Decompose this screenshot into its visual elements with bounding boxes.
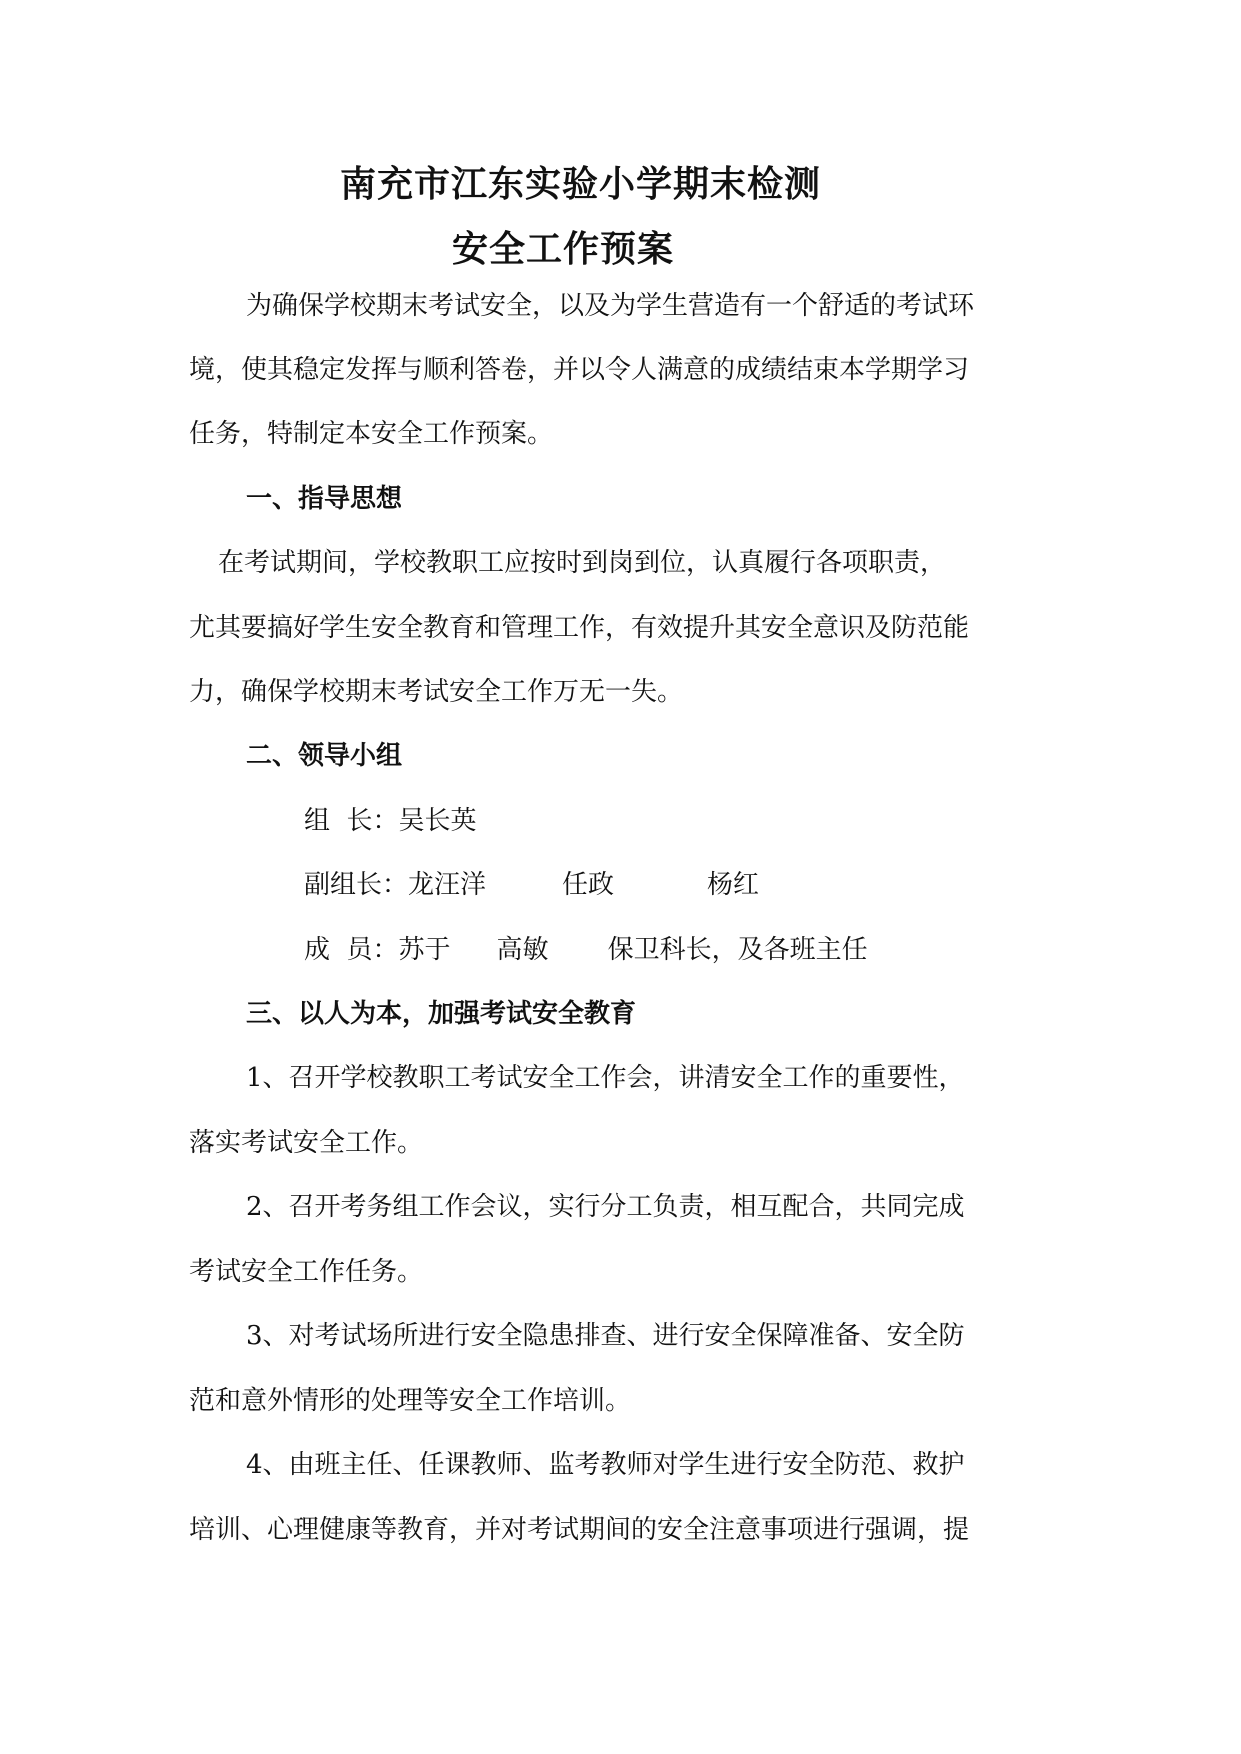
intro-line-2: 境，使其稳定发挥与顺利答卷，并以令人满意的成绩结束本学期学习 [189,355,970,385]
deputy-name-3: 杨红 [707,870,760,900]
deputy-row [304,853,1164,918]
item-4-line-1: 4、由班主任、任课教师、监考教师对学生进行安全防范、救护 [246,1450,965,1480]
deputy-label: 副组长： [304,870,409,900]
leader-label: 组 长： [304,806,399,836]
leader-name: 吴长英 [398,806,477,836]
document-title-line-2: 安全工作预案 [452,228,675,270]
leader-row [304,789,1164,854]
member-name-2: 高敏 [496,935,549,965]
deputy-name-2: 任政 [562,870,615,900]
section-1-line-3: 力，确保学校期末考试安全工作万无一失。 [189,677,684,707]
item-2-line-1: 2、召开考务组工作会议，实行分工负责，相互配合，共同完成 [246,1192,965,1222]
item-1-line-2: 落实考试安全工作。 [189,1128,424,1158]
section-2-heading: 二、领导小组 [246,741,403,771]
members-row [304,918,1164,983]
members-label: 成 员： [304,935,399,965]
intro-line-3: 任务，特制定本安全工作预案。 [189,419,554,449]
document-title-line-1: 南充市江东实验小学期末检测 [340,163,822,205]
section-3-heading: 三、以人为本，加强考试安全教育 [246,999,637,1029]
item-4-line-2: 培训、心理健康等教育，并对考试期间的安全注意事项进行强调，提 [189,1515,970,1545]
deputy-name-1: 龙汪洋 [408,870,487,900]
member-name-3: 保卫科长，及各班主任 [607,935,868,965]
section-1-heading: 一、指导思想 [246,484,403,514]
item-2-line-2: 考试安全工作任务。 [189,1257,424,1287]
item-1-line-1: 1、召开学校教职工考试安全工作会，讲清安全工作的重要性， [246,1063,965,1093]
item-3-line-2: 范和意外情形的处理等安全工作培训。 [189,1386,632,1416]
item-3-line-1: 3、对考试场所进行安全隐患排查、进行安全保障准备、安全防 [246,1321,965,1351]
section-1-line-1: 在考试期间，学校教职工应按时到岗到位，认真履行各项职责， [218,548,947,578]
member-name-1: 苏于 [398,935,451,965]
intro-line-1: 为确保学校期末考试安全，以及为学生营造有一个舒适的考试环 [246,291,975,321]
section-1-line-2: 尤其要搞好学生安全教育和管理工作，有效提升其安全意识及防范能 [189,613,970,643]
